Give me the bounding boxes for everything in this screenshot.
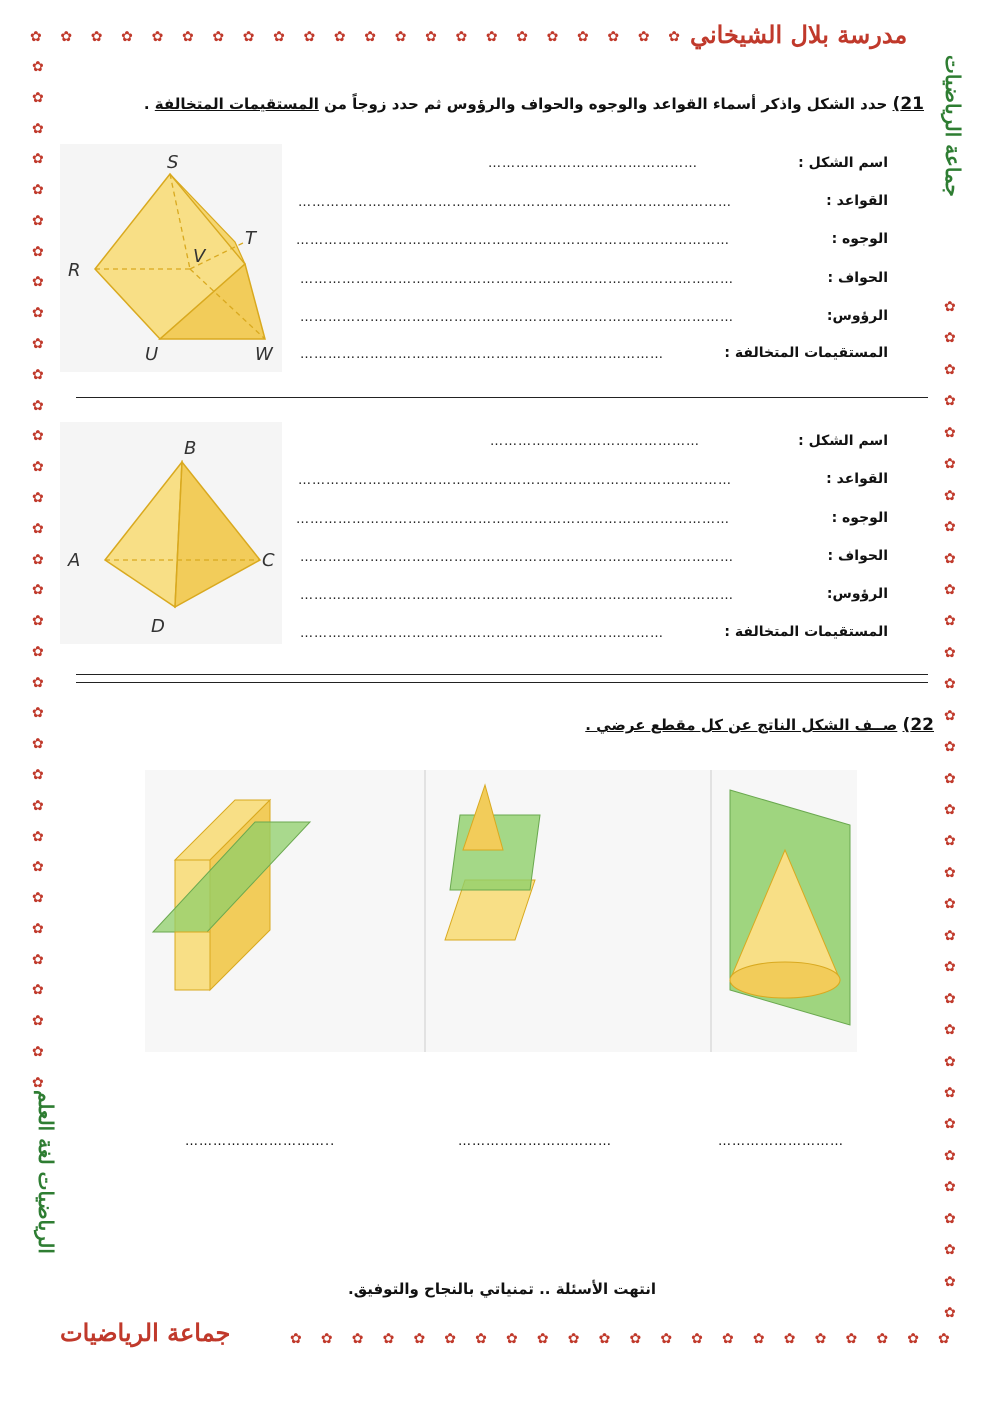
dots-skew-2[interactable]: ……………………………………………………………………: [300, 626, 664, 641]
dots-bases-2[interactable]: …………………………………………………………………………………: [298, 473, 732, 488]
vertex-label-s: S: [167, 152, 179, 173]
label-bases-1: القواعد :: [826, 193, 888, 209]
dots-vertices-1[interactable]: …………………………………………………………………………………: [300, 310, 734, 325]
answer-1[interactable]: …………………………..: [185, 1134, 336, 1149]
q22-title: [585, 715, 934, 735]
figure-bipyramid: [60, 422, 282, 644]
vertex-label-a: A: [68, 550, 81, 571]
label-shape-name-1: اسم الشكل :: [798, 155, 888, 171]
q21-text-end: .: [143, 95, 155, 113]
label-skew-1: المستقيمات المتخالفة :: [724, 345, 888, 361]
cone-base: [730, 962, 840, 998]
vertex-label-d: D: [151, 616, 165, 637]
side-banner: جماعة الرياضيات: [941, 55, 965, 197]
q21-text: حدد الشكل واذكر أسماء القواعد والوجوه والحواف والرؤوس ثم حدد زوجاً من: [318, 95, 888, 113]
label-skew-2: المستقيمات المتخالفة :: [724, 624, 888, 640]
left-banner: الرياضيات لغة العلم: [34, 1090, 58, 1254]
prism-front-lower: [175, 932, 210, 990]
q21-number: 21): [892, 94, 924, 114]
school-logo: مدرسة بلال الشيخاني: [690, 20, 908, 49]
figure-triangular-prism: [60, 144, 282, 372]
answer-2[interactable]: ……………………………: [458, 1134, 612, 1149]
dots-vertices-2[interactable]: …………………………………………………………………………………: [300, 588, 734, 603]
separator-2a: [76, 674, 928, 675]
label-edges-1: الحواف :: [827, 270, 888, 286]
dots-bases-1[interactable]: …………………………………………………………………………………: [298, 195, 732, 210]
vertex-label-v: V: [193, 246, 206, 267]
separator-1: [76, 397, 928, 398]
border-left: ✿ ✿ ✿ ✿ ✿ ✿ ✿ ✿ ✿ ✿ ✿ ✿ ✿ ✿ ✿ ✿ ✿ ✿ ✿ ✿ ✿ ✿ ✿ ✿ ✿ ✿ ✿ ✿ ✿ ✿ ✿ ✿ ✿ ✿: [32, 59, 44, 1091]
answer-3[interactable]: ………………………: [718, 1134, 844, 1149]
dots-shape-name-1[interactable]: ………………………………………: [488, 156, 698, 171]
q22-number: 22): [902, 715, 934, 735]
label-vertices-1: الرؤوس:: [826, 308, 888, 324]
q21-text-underlined: المستقيمات المتخالفة: [154, 95, 319, 113]
vertex-label-c: C: [262, 550, 275, 571]
border-top: ✿ ✿ ✿ ✿ ✿ ✿ ✿ ✿ ✿ ✿ ✿ ✿ ✿ ✿ ✿ ✿ ✿ ✿ ✿ ✿ ✿ ✿: [30, 29, 680, 45]
bottom-banner: جماعة الرياضيات: [60, 1318, 231, 1347]
dots-faces-2[interactable]: …………………………………………………………………………………: [296, 512, 730, 527]
vertex-label-t: T: [245, 228, 256, 249]
vertex-label-w: W: [255, 344, 273, 365]
border-bottom: ✿ ✿ ✿ ✿ ✿ ✿ ✿ ✿ ✿ ✿ ✿ ✿ ✿ ✿ ✿ ✿ ✿ ✿ ✿ ✿ ✿ ✿: [290, 1331, 950, 1347]
label-edges-2: الحواف :: [827, 548, 888, 564]
label-faces-1: الوجوه :: [831, 231, 888, 247]
label-bases-2: القواعد :: [826, 471, 888, 487]
dots-shape-name-2[interactable]: ………………………………………: [490, 434, 700, 449]
vertex-label-b: B: [184, 438, 197, 459]
vertex-label-u: U: [145, 344, 159, 365]
separator-2b: [76, 682, 928, 683]
label-faces-2: الوجوه :: [831, 510, 888, 526]
q22-text: صــف الشكل الناتج عن كل مقطع عرضي .: [585, 716, 898, 734]
label-shape-name-2: اسم الشكل :: [798, 433, 888, 449]
closing-message: انتهت الأسئلة .. تمنياتي بالنجاح والتوفيق.: [348, 1280, 657, 1298]
dots-edges-1[interactable]: …………………………………………………………………………………: [300, 272, 734, 287]
dots-edges-2[interactable]: …………………………………………………………………………………: [300, 550, 734, 565]
label-vertices-2: الرؤوس:: [826, 586, 888, 602]
dots-skew-1[interactable]: ……………………………………………………………………: [300, 347, 664, 362]
vertex-label-r: R: [68, 260, 81, 281]
dots-faces-1[interactable]: …………………………………………………………………………………: [296, 233, 730, 248]
cross-section-figures: [145, 770, 857, 1052]
border-right: ✿ ✿ ✿ ✿ ✿ ✿ ✿ ✿ ✿ ✿ ✿ ✿ ✿ ✿ ✿ ✿ ✿ ✿ ✿ ✿ ✿ ✿ ✿ ✿ ✿ ✿ ✿ ✿ ✿ ✿ ✿ ✿ ✿: [944, 299, 956, 1321]
q21-title: [144, 94, 924, 114]
